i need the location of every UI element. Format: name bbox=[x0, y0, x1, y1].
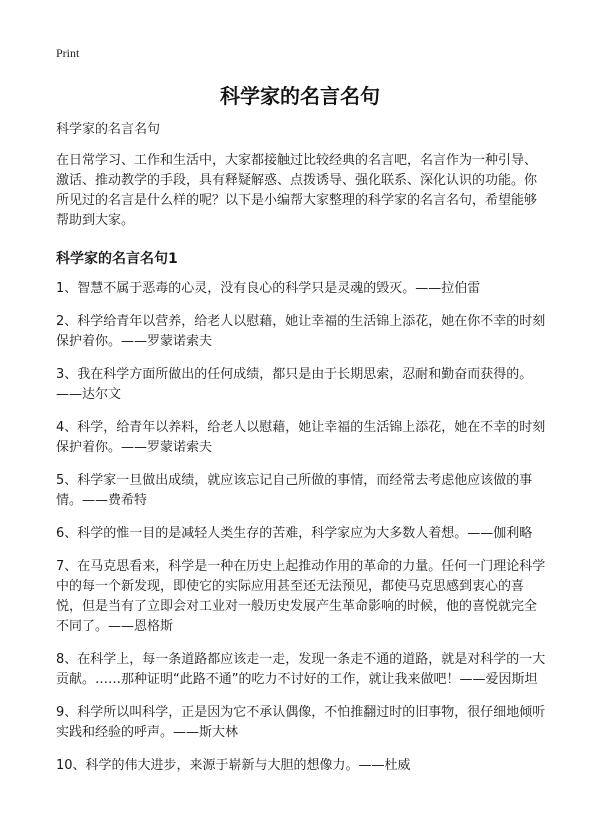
article-subtitle: 科学家的名言名句 bbox=[56, 122, 161, 137]
quote-item: 8、在科学上，每一条道路都应该走一走，发现一条走不通的道路，就是对科学的一大贡献。……那种证明“此路不通”的吃力不讨好的工作，就让我来做吧！——爱因斯坦 bbox=[56, 652, 546, 687]
print-link[interactable]: Print bbox=[56, 46, 80, 60]
quote-item: 4、科学，给青年以养料，给老人以慰藉，她让幸福的生活锦上添花，她在不幸的时刻保护着你。——罗蒙诺索夫 bbox=[56, 420, 546, 455]
quote-item: 9、科学所以叫科学，正是因为它不承认偶像，不怕推翻过时的旧事物，很仔细地倾听实践和经验的呼声。——斯大林 bbox=[56, 705, 546, 740]
quote-item: 10、科学的伟大进步，来源于崭新与大胆的想像力。——杜威 bbox=[56, 758, 411, 773]
quote-item: 5、科学家一旦做出成绩，就应该忘记自己所做的事情，而经常去考虑他应该做的事情。——费希特 bbox=[56, 473, 533, 508]
quote-item: 2、科学给青年以营养，给老人以慰藉，她让幸福的生活锦上添花，她在你不幸的时刻保护着你。——罗蒙诺索夫 bbox=[56, 314, 546, 349]
quote-item: 7、在马克思看来，科学是一种在历史上起推动作用的革命的力量。任何一门理论科学中的每一个新发现，即使它的实际应用甚至还无法预见，都使马克思感到衷心的喜悦，但是当有了立即会对工业对一般历史发展产生革命影响的时候，他的喜悦就完全不同了。——恩格斯 bbox=[56, 559, 546, 634]
quote-item: 6、科学的惟一目的是减轻人类生存的苦难，科学家应为大多数人着想。——伽利略 bbox=[56, 526, 533, 541]
page-title: 科学家的名言名句 bbox=[220, 84, 380, 108]
intro-paragraph: 在日常学习、工作和生活中，大家都接触过比较经典的名言吧，名言作为一种引导、激话、推动教学的手段，具有释疑解惑、点拨诱导、强化联系、深化认识的功能。你所见过的名言是什么样的呢？以下是小编帮大家整理的科学家的名言名句，希望能够帮助到大家。 bbox=[56, 153, 538, 228]
section-heading: 科学家的名言名句1 bbox=[56, 251, 178, 267]
article-body bbox=[56, 120, 548, 789]
quote-item: 3、我在科学方面所做出的任何成绩，都只是由于长期思索，忍耐和勤奋而获得的。——达尔文 bbox=[56, 367, 533, 402]
quote-item: 1、智慧不属于恶毒的心灵，没有良心的科学只是灵魂的毁灭。——拉伯雷 bbox=[56, 281, 481, 296]
